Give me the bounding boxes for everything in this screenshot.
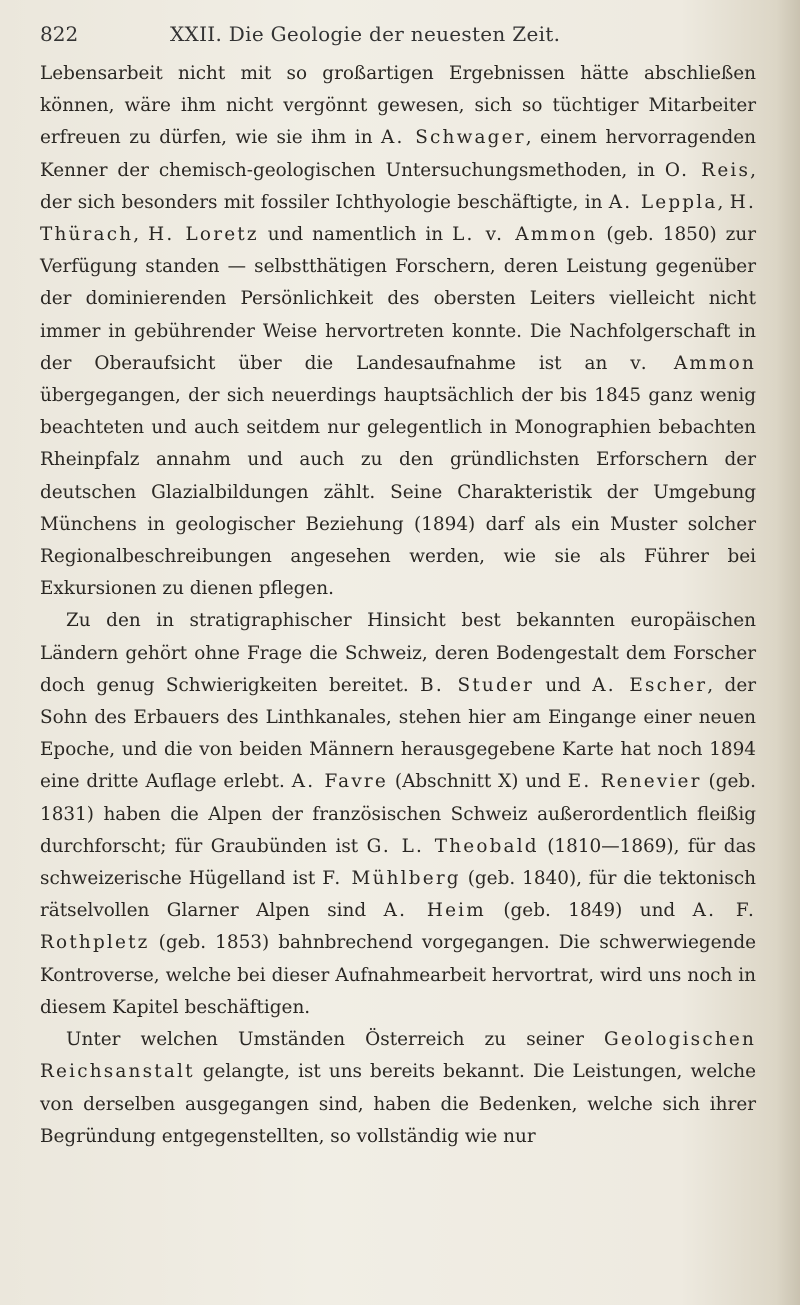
- spaced-name: G. L. Theobald: [366, 835, 539, 857]
- spaced-name: L. v. Ammon: [452, 224, 598, 246]
- text-run: , einem hervorragenden Kenner der chemisch-geologischen Untersuchungsmethoden, in: [40, 127, 757, 181]
- text-run: gelangte, ist uns bereits bekannt. Die Leistungen, welche von derselben ausgegangen sind, haben die Bedenken, welche sich ihrer Begründung entgegenstellten, so vollständig wie nur: [40, 1061, 756, 1147]
- text-run: (geb. 1849) und: [485, 900, 693, 922]
- text-run: (Abschnitt X) und: [388, 771, 568, 793]
- spaced-name: H. Loretz: [148, 224, 259, 246]
- spaced-name: A. F. Rothpletz: [40, 900, 756, 954]
- spaced-name: B. Studer: [420, 674, 535, 696]
- spaced-name: Geologischen Reichsanstalt: [40, 1029, 756, 1083]
- spaced-name: v. Ammon: [630, 352, 756, 374]
- body-text: [40, 58, 756, 1153]
- text-run: (1810—1869), für das schweizerische Hügelland ist: [40, 835, 756, 890]
- text-run: und: [534, 674, 593, 696]
- text-run: Unter welchen Umständen Österreich zu seiner: [66, 1029, 605, 1051]
- spaced-name: A. Heim: [383, 900, 486, 922]
- page-header: [40, 18, 760, 52]
- paragraph: [40, 58, 756, 605]
- text-run: (geb. 1831) haben die Alpen der französischen Schweiz außerordentlich fleißig durchforscht; für Graubünden ist: [40, 771, 756, 857]
- text-run: , der Sohn des Erbauers des Linthkanales, stehen hier am Eingange einer neuen Epoche, und die von beiden Männern herausgegebene Karte hat noch 1894 eine dritte Auflage erlebt.: [40, 674, 756, 793]
- spaced-name: A. Favre: [291, 771, 388, 793]
- text-run: , der sich besonders mit fossiler Ichthyologie beschäftigte, in: [40, 159, 756, 213]
- text-run: (geb. 1840), für die tektonisch rätselvollen Glarner Alpen sind: [40, 868, 756, 922]
- paragraph: [40, 1024, 756, 1153]
- text-run: ,: [717, 191, 730, 213]
- text-run: ,: [133, 224, 149, 246]
- paragraph: [40, 605, 756, 1024]
- spaced-name: A. Schwager: [381, 127, 526, 149]
- text-run: übergegangen, der sich neuerdings hauptsächlich der bis 1845 ganz wenig beachteten und auch seitdem nur gelegentlich in Monographien bebachten Rheinpfalz annahm und auch zu den gründlichsten Erforschern der deutschen Glazialbildungen zählt. Seine Charakteristik der Umgebung Münchens in geologischer Beziehung (1894) darf als ein Muster solcher Regionalbeschreibungen angesehen werden, wie sie als Führer bei Exkursionen zu dienen pflegen.: [40, 385, 756, 600]
- spaced-name: H. Thürach: [40, 191, 756, 246]
- text-run: (geb. 1853) bahnbrechend vorgegangen. Die schwerwiegende Kontroverse, welche bei dieser Aufnahmearbeit hervortrat, wird uns noch in diesem Kapitel beschäftigen.: [40, 932, 756, 1018]
- spaced-name: E. Renevier: [567, 771, 702, 793]
- spaced-name: F. Mühlberg: [322, 868, 461, 890]
- running-title: XXII. Die Geologie der neuesten Zeit.: [170, 22, 561, 46]
- text-run: und namentlich in: [258, 224, 453, 246]
- spaced-name: O. Reis: [664, 159, 751, 181]
- spaced-name: A. Leppla: [608, 191, 718, 213]
- page-number: 822: [40, 22, 79, 46]
- text-run: (geb. 1850) zur Verfügung standen — selbstthätigen Forschern, deren Leistung gegenüber der dominierenden Persönlichkeit des obersten Leiters vielleicht nicht immer in gebührender Weise hervortreten konnte. Die Nachfolgerschaft in der Oberaufsicht über die Landesaufnahme ist an: [40, 224, 756, 374]
- text-run: Zu den in stratigraphischer Hinsicht best bekannten europäischen Ländern gehört ohne Frage die Schweiz, deren Bodengestalt dem Forscher doch genug Schwierigkeiten bereitet.: [40, 610, 756, 696]
- text-run: Lebensarbeit nicht mit so großartigen Ergebnissen hätte abschließen können, wäre ihm nicht vergönnt gewesen, sich so tüchtiger Mitarbeiter erfreuen zu dürfen, wie sie ihm in: [40, 63, 756, 149]
- spaced-name: A. Escher: [592, 674, 708, 696]
